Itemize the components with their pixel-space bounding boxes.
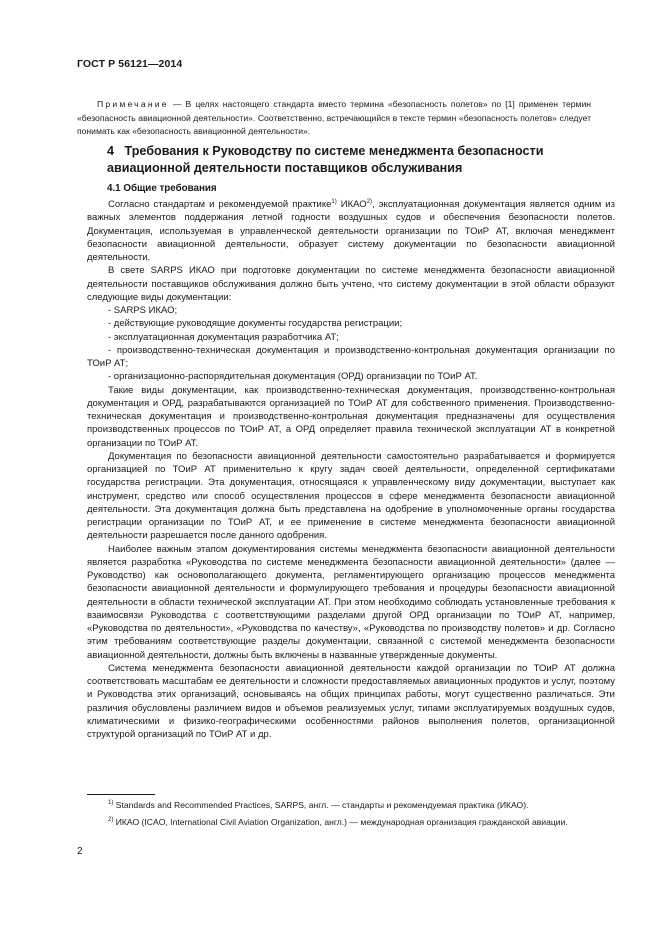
footnote-text: ИКАО (ICAO, International Civil Aviation Organization, англ.) — международная организация гражданской авиации. [113, 817, 568, 827]
list-item: - производственно-техническая документация и производственно-контрольная документация организации по ТОиР АТ; [87, 344, 615, 369]
note-paragraph [77, 98, 591, 139]
section-title: Требования к Руководству по системе менеджмента безопасности авиационной деятельности поставщиков обслуживания [107, 144, 544, 175]
footnote-mark: 1) [108, 800, 114, 806]
list-item: - организационно-распорядительная документация (ОРД) организации по ТОиР АТ. [108, 371, 478, 383]
note-text: — В целях настоящего стандарта вместо термина «безопасность полетов» по [1] применен термин «безопасность авиационной деятельности». Соответственно, встречающийся в тексте термин «безопасность полетов» следует понимать как «безопасность авиационной деятельности». [77, 99, 591, 137]
document-header: ГОСТ Р 56121—2014 [77, 58, 183, 70]
page-number: 2 [77, 846, 83, 857]
section-number: 4 [107, 144, 115, 158]
paragraph-2: В свете SARPS ИКАО при подготовке документации по системе менеджмента безопасности авиационной деятельности поставщиков обслуживания должно быть учтено, что систему документации в этой области образуют следующие виды документации: [87, 265, 615, 303]
paragraph-1-part-a: Согласно стандартам и рекомендуемой практике [108, 199, 332, 210]
footnote-ref-2: 2) [366, 199, 373, 205]
paragraph-5: Наиболее важным этапом документирования системы менеджмента безопасности авиационной деятельности является разработка «Руководства по системе менеджмента безопасности авиационной деятельности» (далее — Руководство) как основополагающего документа, регламентирующего организацию процессов менеджмента безопасности авиационной деятельности и формулирующего требования и процедуры безопасности авиационной деятельности в области технической эксплуатации АТ. При этом необходимо соблюдать установленные требования к взаимосвязи Руководства с соответствующими разделами другой ОРД организации по ТОиР АТ, например, «Руководства по деятельности», «Руководства по качеству», «Руководства по производству полетов» и др. Согласно этим требованиям соответствующие разделы документации, связанной с системой менеджмента безопасности авиационной деятельности, должны быть включены в названные утвержденные документы. [87, 543, 615, 661]
paragraph-1-part-b: ИКАО [336, 199, 367, 210]
note-label: Примечание [97, 99, 169, 109]
subsection-heading [107, 183, 217, 194]
paragraph-4: Документация по безопасности авиационной деятельности самостоятельно разрабатывается и формируется организацией по ТОиР АТ применительно к кругу задач своей деятельности, определенной сертификатами государства регистрации. Эта документация, относящаяся к управленческому виду документации, выступает как инструмент, средство или способ осуществления процессов в сфере менеджмента безопасности авиационной деятельности. Эта документация должна быть представлена на одобрение в уполномоченные органы государства регистрации организации по ТОиР АТ, и ее применение в системе менеджмента безопасности авиационной деятельности разрешается после данного одобрения. [87, 450, 615, 542]
section-heading [107, 143, 587, 176]
footnote-text: Standards and Recommended Practices, SARPS, англ. — стандарты и рекомендуемая практика (ИКАО). [113, 800, 529, 810]
paragraph-3: Такие виды документации, как производственно-техническая документация, производственно-контрольная документация и ОРД, разрабатываются организацией по ТОиР АТ для собственного применения. Производственно-техническая документация и производственно-контрольная документация предназначены для осуществления производственных процессов по ТОиР АТ, а ОРД определяет правила технической эксплуатации АТ в конкретной организации по ТОиР АТ. [87, 384, 615, 449]
list-item: - эксплуатационная документация разработчика АТ; [108, 331, 339, 343]
footnote-divider [87, 794, 155, 795]
paragraph-1-part-c: , эксплуатационная документация является одним из важных элементов поддержания летной годности воздушных судов и обеспечения безопасности полетов. Документация, используемая в управленческой деятельности организации по ТОиР АТ, включая менеджмент безопасности авиационной деятельности, образует систему документации по безопасности авиационной деятельности. [87, 199, 615, 263]
subsection-number: 4.1 [107, 183, 121, 194]
footnote-ref-1: 1) [331, 199, 337, 205]
footnote-mark: 2) [108, 817, 114, 823]
paragraph-6: Система менеджмента безопасности авиационной деятельности каждой организации по ТОиР АТ должна соответствовать масштабам ее деятельности и сложности предоставляемых авиационных продуктов и услуг, поэтому и Руководства этих организаций, основываясь на общих принципах работы, могут существенно различаться. Эти различия обусловлены различием видов и объемов реализуемых услуг, типами эксплуатируемых воздушных судов, климатическими и физико-географическими особенностями районов выполнения полетов, организационной структурой организаций по ТОиР АТ и др. [87, 662, 615, 740]
body-text [87, 198, 615, 741]
paragraph-1 [87, 198, 615, 264]
footnote-2 [87, 816, 615, 828]
list-item: - действующие руководящие документы государства регистрации; [108, 318, 403, 330]
subsection-title: Общие требования [123, 183, 217, 194]
footnote-1 [87, 799, 615, 811]
list-item: - SARPS ИКАО; [108, 305, 178, 316]
